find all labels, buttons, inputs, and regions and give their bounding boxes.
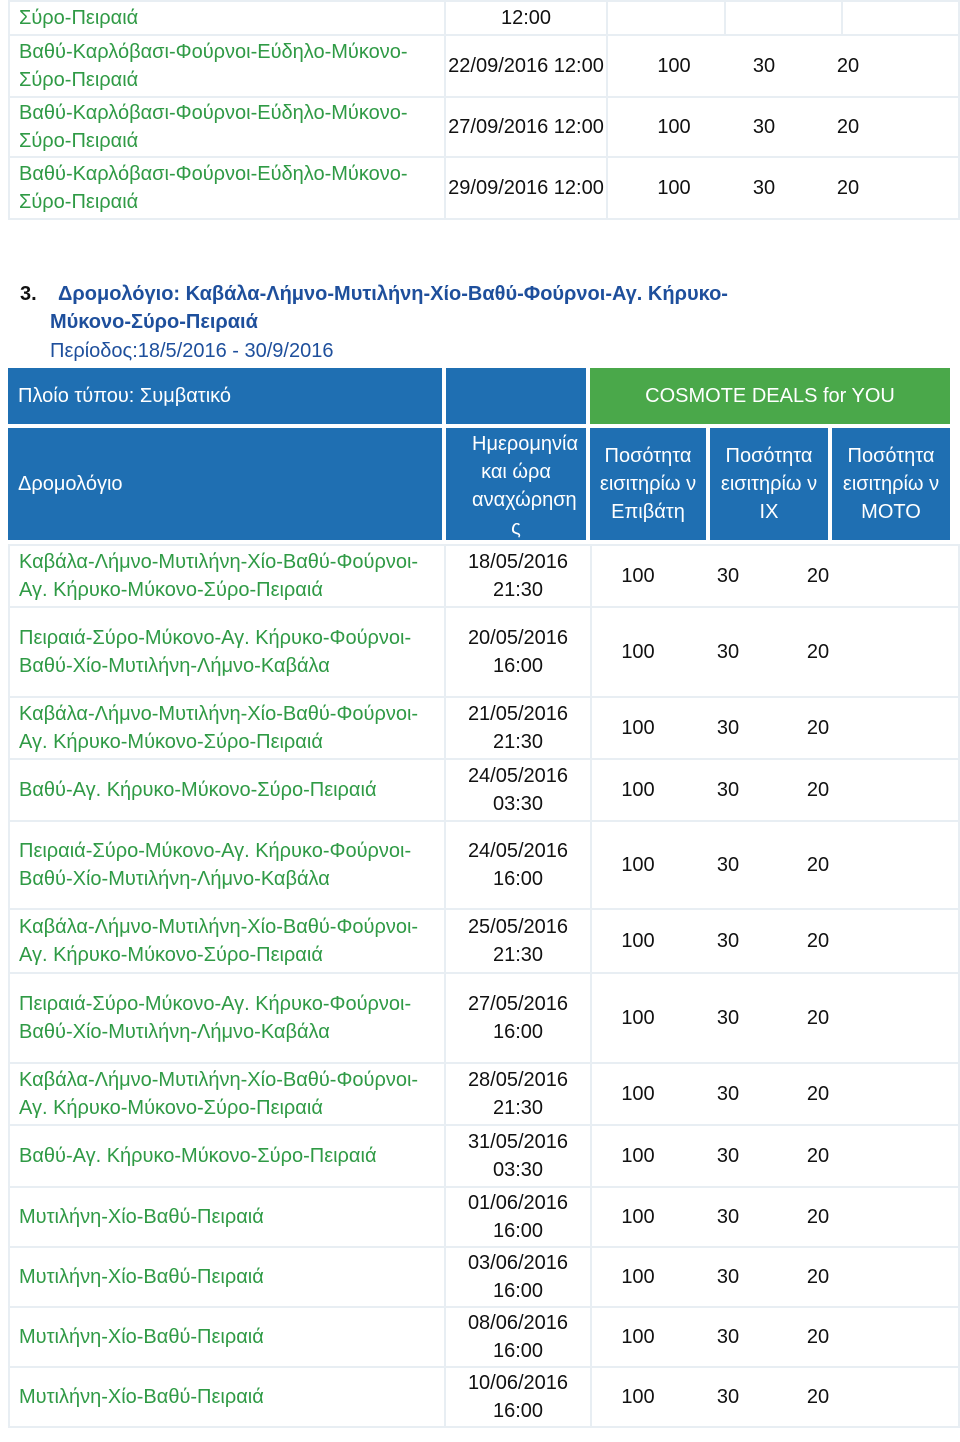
passenger-qty: 100 [621, 717, 655, 739]
moto-qty: 20 [806, 565, 830, 587]
header-spacer [446, 368, 586, 424]
route-cell: Μυτιλήνη-Χίο-Βαθύ-Πειραιά [9, 1307, 445, 1367]
route-cell: Καβάλα-Λήμνο-Μυτιλήνη-Χίο-Βαθύ-Φούρνοι-Αγ. Κήρυκο-Μύκονο-Σύρο-Πειραιά [9, 1063, 445, 1125]
table-row [9, 545, 959, 607]
passenger-qty: 100 [657, 55, 691, 77]
quantities-cell [591, 909, 959, 973]
passenger-column-header [590, 428, 706, 540]
route-cell: Σύρο-Πειραιά [9, 1, 445, 35]
table-row [9, 1187, 959, 1247]
route-cell: Καβάλα-Λήμνο-Μυτιλήνη-Χίο-Βαθύ-Φούρνοι-Αγ. Κήρυκο-Μύκονο-Σύρο-Πειραιά [9, 909, 445, 973]
car-qty: 30 [716, 1083, 740, 1105]
quantities-cell [591, 1367, 959, 1427]
datetime-cell: 01/06/2016 16:00 [445, 1187, 591, 1247]
empty-cell [725, 1, 842, 35]
route-column-header [8, 428, 442, 540]
route-cell: Καβάλα-Λήμνο-Μυτιλήνη-Χίο-Βαθύ-Φούρνοι-Αγ. Κήρυκο-Μύκονο-Σύρο-Πειραιά [9, 545, 445, 607]
moto-qty: 20 [806, 717, 830, 739]
datetime-column-header [446, 428, 586, 540]
table-row [9, 1063, 959, 1125]
passenger-qty: 100 [621, 565, 655, 587]
datetime-cell: 28/05/2016 21:30 [445, 1063, 591, 1125]
table-row [9, 607, 959, 697]
ship-type-label: Πλοίο τύπου: Συμβατικό [18, 385, 232, 407]
passenger-qty: 100 [621, 1083, 655, 1105]
car-qty: 30 [716, 1386, 740, 1408]
datetime-cell: 20/05/2016 16:00 [445, 607, 591, 697]
moto-header-label: Ποσότητα εισιτηρίω ν ΜΟΤΟ [842, 445, 940, 523]
table-row [9, 697, 959, 759]
quantities-cell [591, 759, 959, 821]
car-column-header [710, 428, 828, 540]
passenger-qty: 100 [621, 1206, 655, 1228]
table-row [9, 1367, 959, 1427]
passenger-qty: 100 [621, 779, 655, 801]
moto-qty: 20 [806, 930, 830, 952]
moto-qty: 20 [836, 55, 860, 77]
datetime-cell: 12:00 [445, 1, 607, 35]
route-header-label: Δρομολόγιο [18, 473, 123, 495]
table-row [9, 821, 959, 909]
ship-type-header [8, 368, 442, 424]
top-table [8, 0, 960, 220]
moto-qty: 20 [806, 854, 830, 876]
empty-cell [842, 1, 959, 35]
route-cell: Βαθύ-Καρλόβασι-Φούρνοι-Εύδηλο-Μύκονο-Σύρο-Πειραιά [9, 157, 445, 219]
car-qty: 30 [716, 1145, 740, 1167]
moto-qty: 20 [806, 1326, 830, 1348]
passenger-qty: 100 [621, 641, 655, 663]
datetime-cell: 10/06/2016 16:00 [445, 1367, 591, 1427]
route-cell: Μυτιλήνη-Χίο-Βαθύ-Πειραιά [9, 1247, 445, 1307]
datetime-cell: 25/05/2016 21:30 [445, 909, 591, 973]
quantities-cell [591, 697, 959, 759]
datetime-cell: 22/09/2016 12:00 [445, 35, 607, 97]
deals-title: COSMOTE DEALS for YOU [645, 385, 895, 407]
table-row [9, 35, 959, 97]
table-row [9, 1247, 959, 1307]
passenger-qty: 100 [621, 930, 655, 952]
moto-qty: 20 [806, 779, 830, 801]
quantities-cell [591, 545, 959, 607]
section-number: 3. [20, 283, 37, 305]
route-cell: Βαθύ-Αγ. Κήρυκο-Μύκονο-Σύρο-Πειραιά [9, 1125, 445, 1187]
section-title-line2: Μύκονο-Σύρο-Πειραιά [50, 311, 258, 333]
route-cell: Πειραιά-Σύρο-Μύκονο-Αγ. Κήρυκο-Φούρνοι-Βαθύ-Χίο-Μυτιλήνη-Λήμνο-Καβάλα [9, 973, 445, 1063]
table-row [9, 97, 959, 157]
car-qty: 30 [752, 177, 776, 199]
datetime-cell: 31/05/2016 03:30 [445, 1125, 591, 1187]
deals-header [590, 368, 950, 424]
passenger-qty: 100 [621, 1145, 655, 1167]
datetime-header-label: Ημερομηνία και ώρα αναχώρηση ς [472, 433, 579, 539]
moto-qty: 20 [806, 1386, 830, 1408]
section-period: Περίοδος:18/5/2016 - 30/9/2016 [50, 340, 334, 362]
car-qty: 30 [716, 565, 740, 587]
passenger-header-label: Ποσότητα εισιτηρίω ν Επιβάτη [599, 445, 697, 523]
table-row [9, 1307, 959, 1367]
quantities-cell [591, 607, 959, 697]
passenger-qty: 100 [621, 1386, 655, 1408]
route-cell: Βαθύ-Καρλόβασι-Φούρνοι-Εύδηλο-Μύκονο-Σύρο-Πειραιά [9, 97, 445, 157]
car-header-label: Ποσότητα εισιτηρίω ν ΙΧ [720, 445, 818, 523]
moto-qty: 20 [806, 641, 830, 663]
route-cell: Μυτιλήνη-Χίο-Βαθύ-Πειραιά [9, 1367, 445, 1427]
section-title-line1: Δρομολόγιο: Καβάλα-Λήμνο-Μυτιλήνη-Χίο-Βαθύ-Φούρνοι-Αγ. Κήρυκο- [58, 283, 728, 305]
moto-qty: 20 [836, 177, 860, 199]
schedule-table [8, 544, 960, 1428]
quantities-cell [591, 1125, 959, 1187]
quantities-cell [607, 35, 959, 97]
moto-column-header [832, 428, 950, 540]
moto-qty: 20 [806, 1083, 830, 1105]
car-qty: 30 [716, 1326, 740, 1348]
quantities-cell [591, 821, 959, 909]
route-cell: Βαθύ-Καρλόβασι-Φούρνοι-Εύδηλο-Μύκονο-Σύρο-Πειραιά [9, 35, 445, 97]
car-qty: 30 [716, 717, 740, 739]
quantities-cell [607, 157, 959, 219]
table-row [9, 1, 959, 35]
empty-cell [607, 1, 725, 35]
passenger-qty: 100 [621, 1007, 655, 1029]
moto-qty: 20 [806, 1266, 830, 1288]
quantities-cell [591, 973, 959, 1063]
quantities-cell [607, 97, 959, 157]
passenger-qty: 100 [657, 177, 691, 199]
datetime-cell: 21/05/2016 21:30 [445, 697, 591, 759]
passenger-qty: 100 [621, 854, 655, 876]
car-qty: 30 [716, 1206, 740, 1228]
datetime-cell: 24/05/2016 16:00 [445, 821, 591, 909]
datetime-cell: 27/05/2016 16:00 [445, 973, 591, 1063]
route-cell: Μυτιλήνη-Χίο-Βαθύ-Πειραιά [9, 1187, 445, 1247]
moto-qty: 20 [806, 1206, 830, 1228]
moto-qty: 20 [806, 1145, 830, 1167]
table-row [9, 909, 959, 973]
quantities-cell [591, 1247, 959, 1307]
car-qty: 30 [716, 779, 740, 801]
quantities-cell [591, 1307, 959, 1367]
datetime-cell: 08/06/2016 16:00 [445, 1307, 591, 1367]
datetime-cell: 27/09/2016 12:00 [445, 97, 607, 157]
route-cell: Καβάλα-Λήμνο-Μυτιλήνη-Χίο-Βαθύ-Φούρνοι-Αγ. Κήρυκο-Μύκονο-Σύρο-Πειραιά [9, 697, 445, 759]
passenger-qty: 100 [621, 1326, 655, 1348]
moto-qty: 20 [806, 1007, 830, 1029]
car-qty: 30 [716, 854, 740, 876]
section-title [20, 280, 728, 336]
table-row [9, 157, 959, 219]
car-qty: 30 [716, 1007, 740, 1029]
car-qty: 30 [752, 116, 776, 138]
route-cell: Βαθύ-Αγ. Κήρυκο-Μύκονο-Σύρο-Πειραιά [9, 759, 445, 821]
passenger-qty: 100 [657, 116, 691, 138]
car-qty: 30 [716, 641, 740, 663]
table-row [9, 759, 959, 821]
table-row [9, 1125, 959, 1187]
route-cell: Πειραιά-Σύρο-Μύκονο-Αγ. Κήρυκο-Φούρνοι-Βαθύ-Χίο-Μυτιλήνη-Λήμνο-Καβάλα [9, 607, 445, 697]
quantities-cell [591, 1187, 959, 1247]
car-qty: 30 [716, 930, 740, 952]
quantities-cell [591, 1063, 959, 1125]
datetime-cell: 03/06/2016 16:00 [445, 1247, 591, 1307]
car-qty: 30 [716, 1266, 740, 1288]
car-qty: 30 [752, 55, 776, 77]
route-cell: Πειραιά-Σύρο-Μύκονο-Αγ. Κήρυκο-Φούρνοι-Βαθύ-Χίο-Μυτιλήνη-Λήμνο-Καβάλα [9, 821, 445, 909]
datetime-cell: 24/05/2016 03:30 [445, 759, 591, 821]
moto-qty: 20 [836, 116, 860, 138]
passenger-qty: 100 [621, 1266, 655, 1288]
table-row [9, 973, 959, 1063]
datetime-cell: 18/05/2016 21:30 [445, 545, 591, 607]
datetime-cell: 29/09/2016 12:00 [445, 157, 607, 219]
